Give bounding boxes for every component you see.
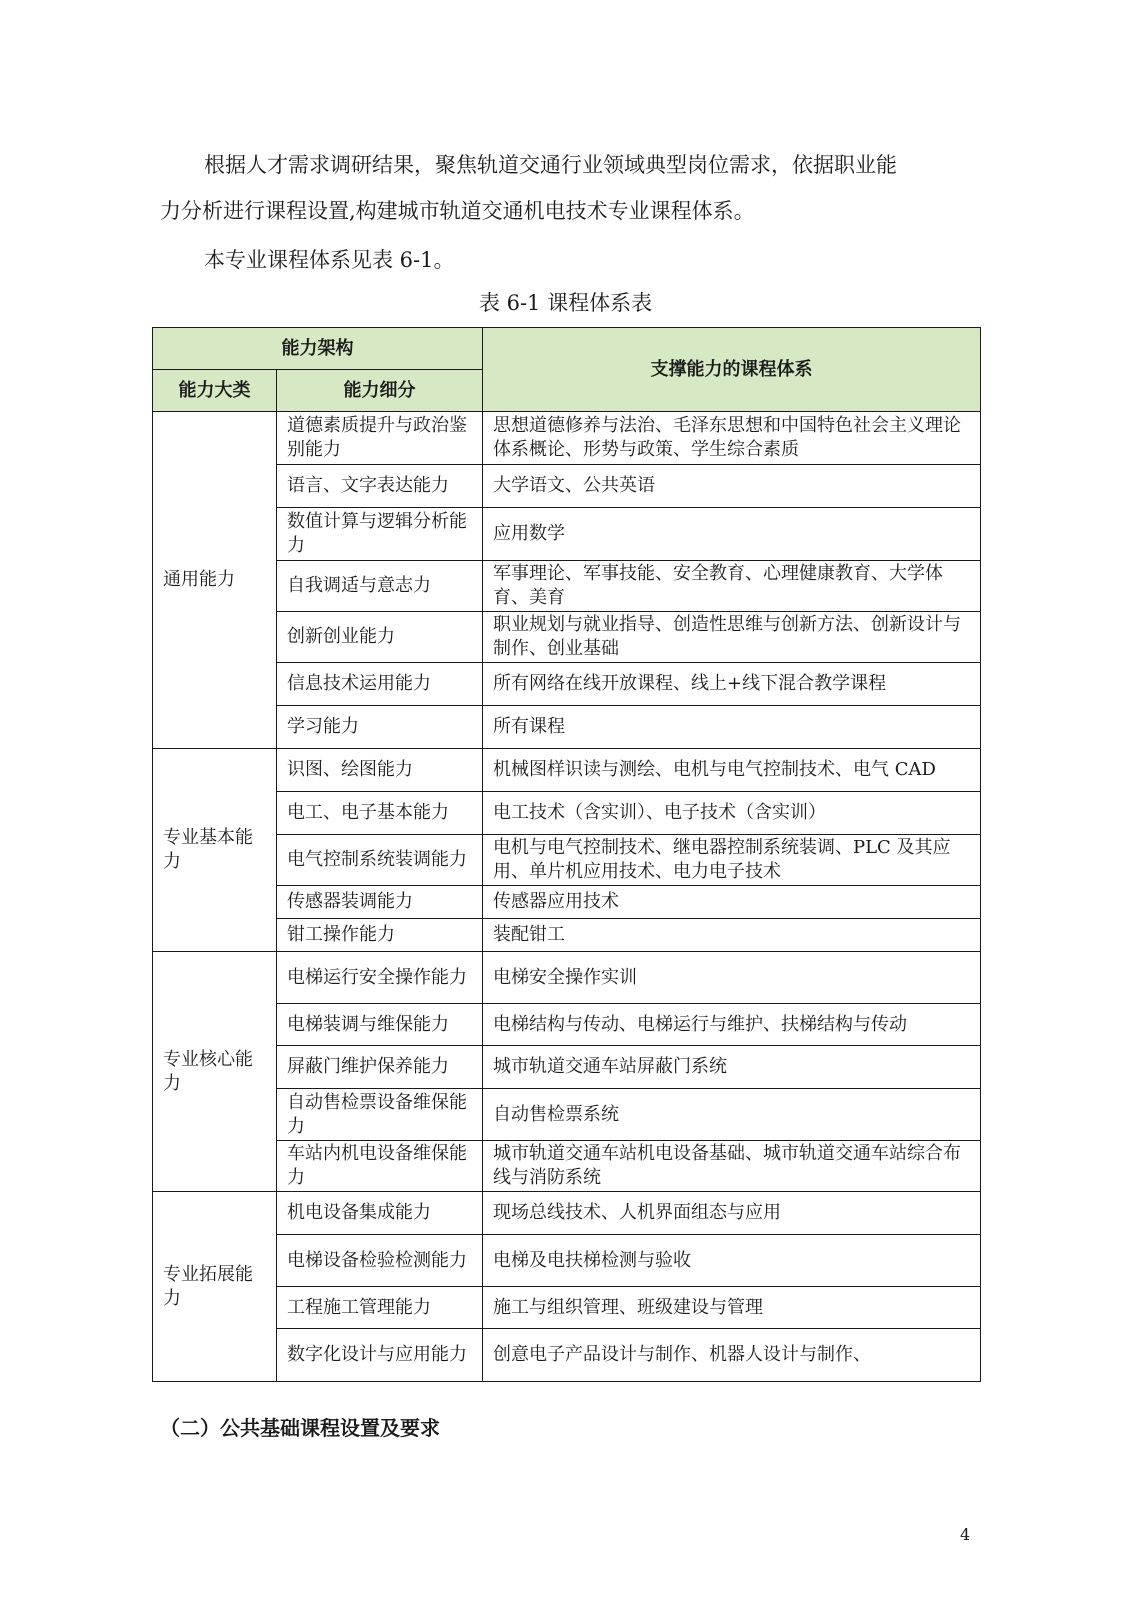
ability-cell: 传感器装调能力 [277, 886, 483, 919]
ability-cell: 识图、绘图能力 [277, 749, 483, 792]
courses-cell: 装配钳工 [483, 919, 981, 952]
courses-cell: 军事理论、军事技能、安全教育、心理健康教育、大学体育、美育 [483, 561, 981, 612]
courses-cell: 机械图样识读与测绘、电机与电气控制技术、电气 CAD [483, 749, 981, 792]
table-row [153, 412, 981, 465]
table-reference-sentence: 本专业课程体系见表 6-1。 [204, 248, 455, 272]
table-row [153, 1235, 981, 1287]
courses-cell: 大学语文、公共英语 [483, 465, 981, 508]
category-cell: 专业核心能力 [153, 952, 277, 1192]
intro-paragraph-line2: 力分析进行课程设置,构建城市轨道交通机电技术专业课程体系。 [160, 199, 755, 223]
ability-cell: 电梯设备检验检测能力 [277, 1235, 483, 1287]
ability-cell: 语言、文字表达能力 [277, 465, 483, 508]
ability-cell: 屏蔽门维护保养能力 [277, 1046, 483, 1089]
category-cell: 专业基本能力 [153, 749, 277, 952]
section-heading: （二）公共基础课程设置及要求 [160, 1416, 440, 1440]
ability-cell: 数字化设计与应用能力 [277, 1329, 483, 1382]
intro-paragraph-line1: 根据人才需求调研结果，聚焦轨道交通行业领域典型岗位需求，依据职业能 [204, 153, 897, 177]
courses-cell: 思想道德修养与法治、毛泽东思想和中国特色社会主义理论体系概论、形势与政策、学生综合素质 [483, 412, 981, 465]
table-row [153, 663, 981, 706]
table-row [153, 835, 981, 886]
ability-cell: 数值计算与逻辑分析能力 [277, 508, 483, 561]
ability-cell: 电梯运行安全操作能力 [277, 952, 483, 1004]
header-courses: 支撑能力的课程体系 [483, 328, 981, 412]
courses-cell: 传感器应用技术 [483, 886, 981, 919]
ability-cell: 工程施工管理能力 [277, 1287, 483, 1329]
table-row [153, 919, 981, 952]
ability-cell: 创新创业能力 [277, 612, 483, 663]
courses-cell: 应用数学 [483, 508, 981, 561]
courses-cell: 所有课程 [483, 706, 981, 749]
ability-cell: 钳工操作能力 [277, 919, 483, 952]
table-row [153, 1287, 981, 1329]
courses-cell: 创意电子产品设计与制作、机器人设计与制作、 [483, 1329, 981, 1382]
courses-cell: 城市轨道交通车站机电设备基础、城市轨道交通车站综合布线与消防系统 [483, 1141, 981, 1192]
ability-cell: 车站内机电设备维保能力 [277, 1141, 483, 1192]
table-row [153, 508, 981, 561]
table-row [153, 706, 981, 749]
ability-cell: 道德素质提升与政治鉴别能力 [277, 412, 483, 465]
ability-cell: 电工、电子基本能力 [277, 792, 483, 835]
table-row [153, 1329, 981, 1382]
table-row [153, 1046, 981, 1089]
ability-cell: 电气控制系统装调能力 [277, 835, 483, 886]
table-row [153, 1004, 981, 1046]
category-cell: 专业拓展能力 [153, 1192, 277, 1382]
table-row [153, 1141, 981, 1192]
ability-cell: 自我调适与意志力 [277, 561, 483, 612]
table-row [153, 465, 981, 508]
courses-cell: 电工技术（含实训）、电子技术（含实训） [483, 792, 981, 835]
ability-cell: 机电设备集成能力 [277, 1192, 483, 1235]
table-row [153, 952, 981, 1004]
courses-cell: 电机与电气控制技术、继电器控制系统装调、PLC 及其应用、单片机应用技术、电力电子技术 [483, 835, 981, 886]
courses-cell: 电梯安全操作实训 [483, 952, 981, 1004]
courses-cell: 电梯结构与传动、电梯运行与维护、扶梯结构与传动 [483, 1004, 981, 1046]
table-row [153, 792, 981, 835]
header-subdivision: 能力细分 [277, 370, 483, 412]
header-ability-framework: 能力架构 [153, 328, 483, 370]
courses-cell: 自动售检票系统 [483, 1089, 981, 1141]
table-row [153, 612, 981, 663]
courses-cell: 电梯及电扶梯检测与验收 [483, 1235, 981, 1287]
table-row [153, 1192, 981, 1235]
ability-cell: 信息技术运用能力 [277, 663, 483, 706]
ability-cell: 电梯装调与维保能力 [277, 1004, 483, 1046]
courses-cell: 职业规划与就业指导、创造性思维与创新方法、创新设计与制作、创业基础 [483, 612, 981, 663]
page-number: 4 [960, 1525, 971, 1544]
table-row [153, 886, 981, 919]
courses-cell: 所有网络在线开放课程、线上+线下混合教学课程 [483, 663, 981, 706]
courses-cell: 城市轨道交通车站屏蔽门系统 [483, 1046, 981, 1089]
ability-cell: 学习能力 [277, 706, 483, 749]
header-category: 能力大类 [153, 370, 277, 412]
courses-cell: 现场总线技术、人机界面组态与应用 [483, 1192, 981, 1235]
table-caption: 表 6-1 课程体系表 [478, 291, 653, 315]
courses-cell: 施工与组织管理、班级建设与管理 [483, 1287, 981, 1329]
table-row [153, 561, 981, 612]
table-row [153, 1089, 981, 1141]
table-row [153, 749, 981, 792]
category-cell: 通用能力 [153, 412, 277, 749]
course-system-table [152, 327, 981, 1382]
ability-cell: 自动售检票设备维保能力 [277, 1089, 483, 1141]
